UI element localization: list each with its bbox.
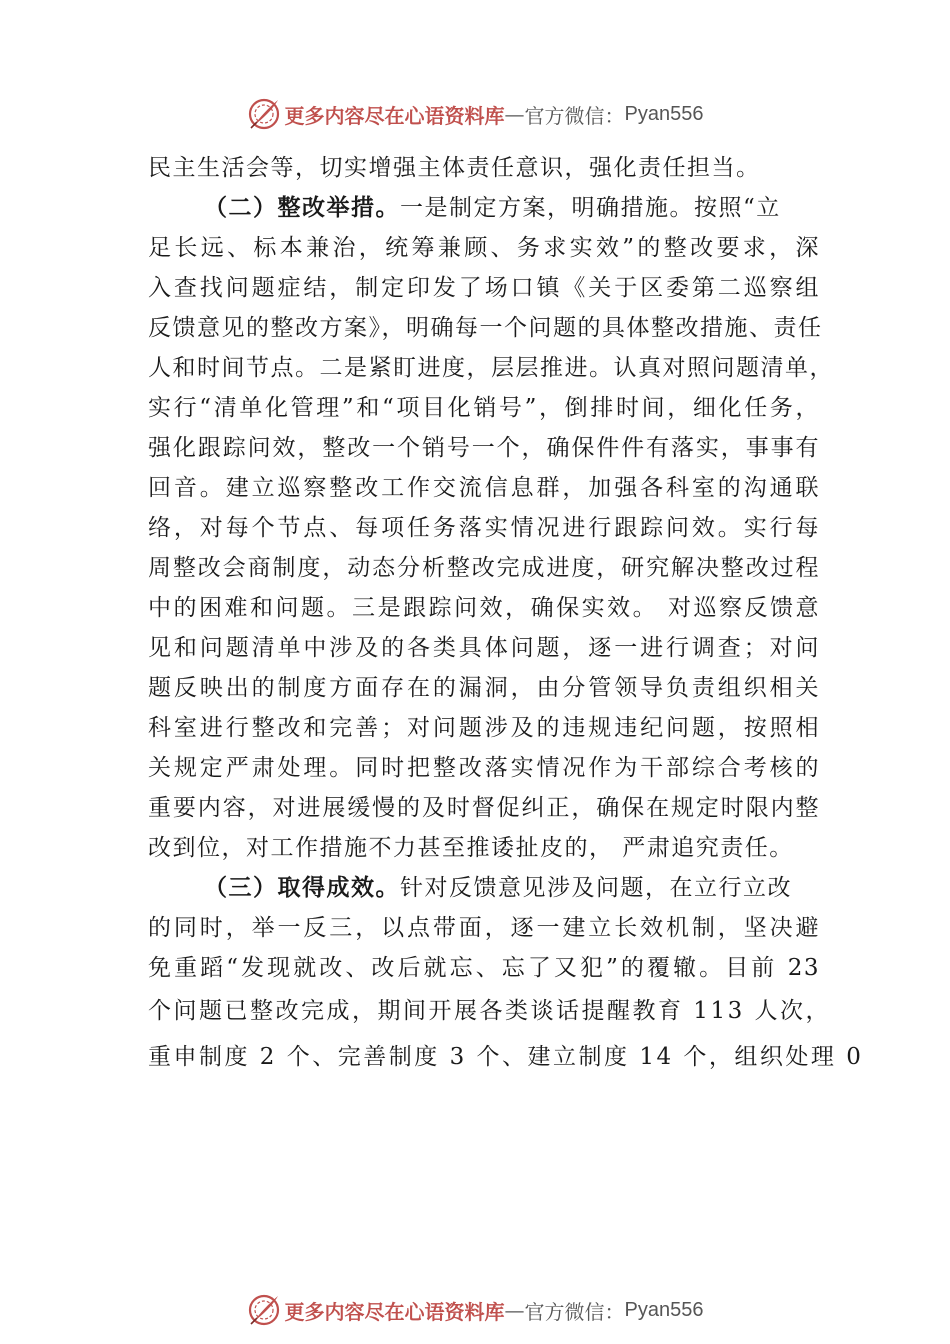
paragraph-line: 科室进行整改和完善；对问题涉及的违规违纪问题，按照相 xyxy=(148,715,820,741)
watermark-label: 官方微信： xyxy=(524,103,625,128)
paragraph-line-text: 针对反馈意见涉及问题，在立行立改 xyxy=(400,875,792,901)
watermark-label: 官方微信： xyxy=(524,1299,625,1324)
watermark-brand: 更多内容尽在心语资料库 xyxy=(284,103,505,128)
section-heading-3: （三）取得成效。 xyxy=(204,874,400,901)
watermark-account: Pyan556 xyxy=(624,1298,704,1321)
paragraph-line: 个问题已整改完成，期间开展各类谈话提醒教育 113 人次， xyxy=(148,998,832,1024)
paragraph-line: 回音。建立巡察整改工作交流信息群，加强各科室的沟通联 xyxy=(148,475,820,501)
paragraph-line: 改到位，对工作措施不力甚至推诿扯皮的， 严肃追究责任。 xyxy=(148,835,794,861)
watermark-header xyxy=(0,94,950,134)
section-heading-2: （二）整改举措。 xyxy=(204,194,400,221)
paragraph-line: 题反映出的制度方面存在的漏洞，由分管领导负责组织相关 xyxy=(148,675,820,701)
paragraph-line: 反馈意见的整改方案》，明确每一个问题的具体整改措施、责任 xyxy=(148,315,823,341)
section-heading-line xyxy=(148,188,848,228)
paragraph-line: 周整改会商制度，动态分析整改完成进度，研究解决整改过程 xyxy=(148,555,820,581)
section-heading-line xyxy=(148,868,848,908)
paragraph-line: 重要内容，对进展缓慢的及时督促纠正，确保在规定时限内整 xyxy=(148,795,820,821)
paragraph-line: 见和问题清单中涉及的各类具体问题，逐一进行调查；对问 xyxy=(148,635,820,661)
paragraph-line: 的同时，举一反三，以点带面，逐一建立长效机制，坚决避 xyxy=(148,915,820,941)
paragraph-line-text: 一是制定方案，明确措施。按照“立 xyxy=(400,195,781,221)
watermark-dash: — xyxy=(504,1298,525,1322)
paragraph-line: 民主生活会等，切实增强主体责任意识，强化责任担当。 xyxy=(148,155,761,181)
quill-seal-logo-icon xyxy=(247,97,281,131)
paragraph-line: 强化跟踪问效，整改一个销号一个，确保件件有落实，事事有 xyxy=(148,435,820,461)
paragraph-line: 重申制度 2 个、完善制度 3 个、建立制度 14 个，组织处理 0 xyxy=(148,1044,864,1070)
watermark-account: Pyan556 xyxy=(624,102,704,125)
paragraph-line: 络，对每个节点、每项任务落实情况进行跟踪问效。实行每 xyxy=(148,515,820,541)
watermark-footer xyxy=(0,1290,950,1330)
document-body xyxy=(148,148,864,1080)
paragraph-line: 足长远、标本兼治，统筹兼顾、务求实效”的整改要求，深 xyxy=(148,235,820,261)
paragraph-line: 关规定严肃处理。同时把整改落实情况作为干部综合考核的 xyxy=(148,755,820,781)
paragraph-line: 实行“清单化管理”和“项目化销号”，倒排时间，细化任务， xyxy=(148,395,820,421)
watermark-dash: — xyxy=(504,102,525,126)
watermark-brand: 更多内容尽在心语资料库 xyxy=(284,1299,505,1324)
paragraph-line: 免重蹈“发现就改、改后就忘、忘了又犯”的覆辙。目前 23 xyxy=(148,955,820,981)
paragraph-line: 人和时间节点。二是紧盯进度，层层推进。认真对照问题清单， xyxy=(148,355,834,381)
paragraph-line: 中的困难和问题。三是跟踪问效，确保实效。 对巡察反馈意 xyxy=(148,595,820,621)
paragraph-line: 入查找问题症结，制定印发了场口镇《关于区委第二巡察组 xyxy=(148,275,820,301)
quill-seal-logo-icon xyxy=(247,1293,281,1327)
